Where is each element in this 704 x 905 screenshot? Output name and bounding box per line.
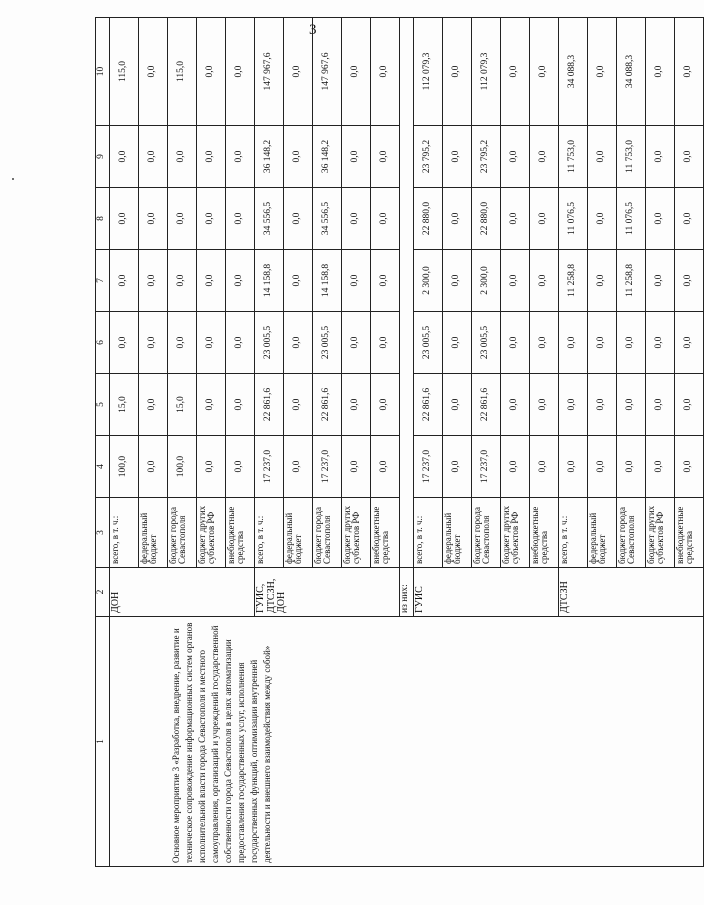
amount-cell: 0,0 (226, 436, 255, 498)
amount-cell: 0,0 (646, 18, 675, 126)
amount-cell: 23 005,5 (414, 312, 443, 374)
amount-cell: 0,0 (530, 312, 559, 374)
amount-cell: 0,0 (139, 188, 168, 250)
amount-cell: 0,0 (443, 188, 472, 250)
amount-cell: 0,0 (226, 126, 255, 188)
amount-cell: 22 861,6 (472, 374, 501, 436)
funding-source-cell: бюджет города Севастополя (472, 498, 501, 568)
amount-cell: 0,0 (197, 188, 226, 250)
amount-cell: 0,0 (371, 126, 400, 188)
amount-cell: 0,0 (443, 126, 472, 188)
amount-cell: 0,0 (646, 126, 675, 188)
of-them-label: из них: (400, 568, 414, 617)
amount-cell: 22 861,6 (255, 374, 284, 436)
amount-cell: 0,0 (675, 436, 704, 498)
amount-cell: 0,0 (139, 436, 168, 498)
amount-cell: 17 237,0 (255, 436, 284, 498)
amount-cell: 0,0 (168, 250, 197, 312)
amount-cell: 36 148,2 (255, 126, 284, 188)
executor-cell: ДОН (110, 568, 255, 617)
funding-source-cell: внебюджетные средства (675, 498, 704, 568)
amount-cell: 0,0 (530, 126, 559, 188)
amount-cell: 0,0 (371, 374, 400, 436)
amount-cell: 0,0 (284, 126, 313, 188)
amount-cell: 0,0 (646, 374, 675, 436)
amount-cell: 0,0 (675, 188, 704, 250)
amount-cell: 22 880,0 (414, 188, 443, 250)
amount-cell: 112 079,3 (472, 18, 501, 126)
amount-cell: 0,0 (371, 188, 400, 250)
amount-cell: 0,0 (588, 312, 617, 374)
amount-cell: 23 005,5 (255, 312, 284, 374)
amount-cell: 0,0 (226, 250, 255, 312)
header-cell: 2 (96, 568, 110, 617)
amount-cell: 14 158,8 (255, 250, 284, 312)
amount-cell: 23 795,2 (472, 126, 501, 188)
amount-cell: 0,0 (284, 436, 313, 498)
amount-cell: 0,0 (197, 312, 226, 374)
header-cell: 6 (96, 312, 110, 374)
amount-cell: 0,0 (646, 312, 675, 374)
amount-cell: 23 005,5 (313, 312, 342, 374)
amount-cell: 0,0 (342, 312, 371, 374)
amount-cell: 147 967,6 (313, 18, 342, 126)
amount-cell: 0,0 (588, 18, 617, 126)
amount-cell: 0,0 (197, 436, 226, 498)
amount-cell: 115,0 (110, 18, 139, 126)
amount-cell: 0,0 (284, 18, 313, 126)
amount-cell: 22 861,6 (313, 374, 342, 436)
amount-cell: 0,0 (110, 250, 139, 312)
amount-cell: 0,0 (675, 126, 704, 188)
amount-cell: 0,0 (588, 188, 617, 250)
amount-cell: 0,0 (139, 250, 168, 312)
funding-source-cell: бюджет города Севастополя (617, 498, 646, 568)
funding-source-cell: внебюджетные средства (530, 498, 559, 568)
amount-cell: 34 556,5 (255, 188, 284, 250)
amount-cell: 0,0 (371, 18, 400, 126)
amount-cell: 0,0 (646, 250, 675, 312)
of-them-spacer (400, 18, 414, 568)
amount-cell: 11 258,8 (617, 250, 646, 312)
amount-cell: 0,0 (501, 436, 530, 498)
amount-cell: 0,0 (342, 188, 371, 250)
amount-cell: 17 237,0 (472, 436, 501, 498)
amount-cell: 0,0 (588, 250, 617, 312)
amount-cell: 0,0 (197, 250, 226, 312)
amount-cell: 0,0 (443, 374, 472, 436)
amount-cell: 100,0 (168, 436, 197, 498)
amount-cell: 0,0 (501, 126, 530, 188)
rotated-table-frame (95, 52, 694, 867)
executor-cell: ДТСЗН (559, 568, 704, 617)
amount-cell: 0,0 (168, 126, 197, 188)
amount-cell: 22 861,6 (414, 374, 443, 436)
amount-cell: 115,0 (168, 18, 197, 126)
funding-source-cell: федеральный бюджет (284, 498, 313, 568)
amount-cell: 0,0 (617, 436, 646, 498)
amount-cell: 0,0 (617, 374, 646, 436)
amount-cell: 0,0 (530, 436, 559, 498)
header-cell: 9 (96, 126, 110, 188)
funding-source-cell: бюджет других субъектов РФ (197, 498, 226, 568)
amount-cell: 0,0 (139, 18, 168, 126)
funding-source-cell: федеральный бюджет (443, 498, 472, 568)
table-body (96, 18, 704, 867)
amount-cell: 0,0 (646, 188, 675, 250)
amount-cell: 0,0 (501, 312, 530, 374)
amount-cell: 147 967,6 (255, 18, 284, 126)
amount-cell: 0,0 (559, 374, 588, 436)
amount-cell: 0,0 (675, 250, 704, 312)
amount-cell: 11 076,5 (559, 188, 588, 250)
amount-cell: 0,0 (139, 126, 168, 188)
amount-cell: 0,0 (530, 18, 559, 126)
amount-cell: 0,0 (646, 436, 675, 498)
amount-cell: 0,0 (617, 312, 646, 374)
amount-cell: 0,0 (443, 250, 472, 312)
amount-cell: 0,0 (197, 374, 226, 436)
amount-cell: 15,0 (168, 374, 197, 436)
header-cell: 3 (96, 498, 110, 568)
executor-cell: ГУИС (414, 568, 559, 617)
funding-source-cell: бюджет других субъектов РФ (501, 498, 530, 568)
amount-cell: 11 258,8 (559, 250, 588, 312)
amount-cell: 0,0 (371, 312, 400, 374)
amount-cell: 2 300,0 (414, 250, 443, 312)
amount-cell: 23 795,2 (414, 126, 443, 188)
amount-cell: 0,0 (226, 312, 255, 374)
amount-cell: 0,0 (559, 312, 588, 374)
funding-source-cell: всего, в т. ч.: (414, 498, 443, 568)
amount-cell: 0,0 (284, 188, 313, 250)
amount-cell: 0,0 (675, 18, 704, 126)
amount-cell: 0,0 (197, 18, 226, 126)
amount-cell: 0,0 (139, 374, 168, 436)
amount-cell: 36 148,2 (313, 126, 342, 188)
amount-cell: 0,0 (110, 188, 139, 250)
funding-source-cell: бюджет других субъектов РФ (342, 498, 371, 568)
amount-cell: 0,0 (168, 312, 197, 374)
page-number: 3 (309, 22, 317, 38)
amount-cell: 0,0 (371, 250, 400, 312)
header-row (96, 18, 110, 867)
amount-cell: 0,0 (501, 18, 530, 126)
amount-cell: 14 158,8 (313, 250, 342, 312)
amount-cell: 0,0 (588, 436, 617, 498)
amount-cell: 0,0 (588, 374, 617, 436)
amount-cell: 23 005,5 (472, 312, 501, 374)
amount-cell: 0,0 (443, 18, 472, 126)
funding-source-cell: внебюджетные средства (371, 498, 400, 568)
funding-source-cell: федеральный бюджет (139, 498, 168, 568)
amount-cell: 0,0 (371, 436, 400, 498)
header-cell: 10 (96, 18, 110, 126)
amount-cell: 0,0 (501, 188, 530, 250)
budget-table (95, 17, 704, 867)
header-cell: 7 (96, 250, 110, 312)
amount-cell: 0,0 (588, 126, 617, 188)
amount-cell: 0,0 (342, 126, 371, 188)
header-cell: 4 (96, 436, 110, 498)
header-cell: 1 (96, 617, 110, 867)
amount-cell: 0,0 (342, 374, 371, 436)
amount-cell: 2 300,0 (472, 250, 501, 312)
scan-speck (12, 178, 14, 180)
funding-source-cell: бюджет города Севастополя (168, 498, 197, 568)
amount-cell: 0,0 (501, 374, 530, 436)
amount-cell: 0,0 (530, 188, 559, 250)
amount-cell: 0,0 (675, 312, 704, 374)
funding-source-cell: внебюджетные средства (226, 498, 255, 568)
amount-cell: 0,0 (139, 312, 168, 374)
amount-cell: 0,0 (443, 436, 472, 498)
funding-source-cell: всего, в т. ч.: (110, 498, 139, 568)
funding-source-cell: всего, в т. ч.: (255, 498, 284, 568)
amount-cell: 0,0 (226, 188, 255, 250)
amount-cell: 0,0 (284, 374, 313, 436)
amount-cell: 0,0 (443, 312, 472, 374)
funding-source-cell: бюджет города Севастополя (313, 498, 342, 568)
amount-cell: 0,0 (675, 374, 704, 436)
amount-cell: 34 088,3 (559, 18, 588, 126)
table-row (110, 18, 139, 867)
funding-source-cell: бюджет других субъектов РФ (646, 498, 675, 568)
amount-cell: 17 237,0 (313, 436, 342, 498)
funding-source-cell: всего, в т. ч.: (559, 498, 588, 568)
amount-cell: 0,0 (197, 126, 226, 188)
amount-cell: 0,0 (559, 436, 588, 498)
amount-cell: 0,0 (342, 18, 371, 126)
amount-cell: 112 079,3 (414, 18, 443, 126)
amount-cell: 22 880,0 (472, 188, 501, 250)
amount-cell: 0,0 (226, 18, 255, 126)
amount-cell: 0,0 (110, 312, 139, 374)
activity-description: Основное мероприятие 3 «Разработка, внедрение, развитие и техническое сопровождение информационных систем органов исполнительной власти города Севастополя и местного самоуправления, организаций и учреждений государственной собственности города Севастополя в целях автоматизации предоставления государственных услуг, исполнения государственных функций, оптимизации внутренней деятельности и внешнего взаимодействия между собой» (110, 617, 704, 867)
amount-cell: 0,0 (226, 374, 255, 436)
amount-cell: 15,0 (110, 374, 139, 436)
amount-cell: 0,0 (530, 250, 559, 312)
funding-source-cell: федеральный бюджет (588, 498, 617, 568)
amount-cell: 0,0 (530, 374, 559, 436)
amount-cell: 100,0 (110, 436, 139, 498)
amount-cell: 11 076,5 (617, 188, 646, 250)
amount-cell: 11 753,0 (617, 126, 646, 188)
amount-cell: 0,0 (342, 436, 371, 498)
amount-cell: 0,0 (501, 250, 530, 312)
header-cell: 8 (96, 188, 110, 250)
amount-cell: 17 237,0 (414, 436, 443, 498)
executor-cell: ГУИС, ДТСЗН, ДОН (255, 568, 400, 617)
amount-cell: 11 753,0 (559, 126, 588, 188)
amount-cell: 0,0 (168, 188, 197, 250)
amount-cell: 0,0 (342, 250, 371, 312)
amount-cell: 34 088,3 (617, 18, 646, 126)
amount-cell: 0,0 (284, 312, 313, 374)
header-cell: 5 (96, 374, 110, 436)
amount-cell: 0,0 (110, 126, 139, 188)
amount-cell: 34 556,5 (313, 188, 342, 250)
amount-cell: 0,0 (284, 250, 313, 312)
